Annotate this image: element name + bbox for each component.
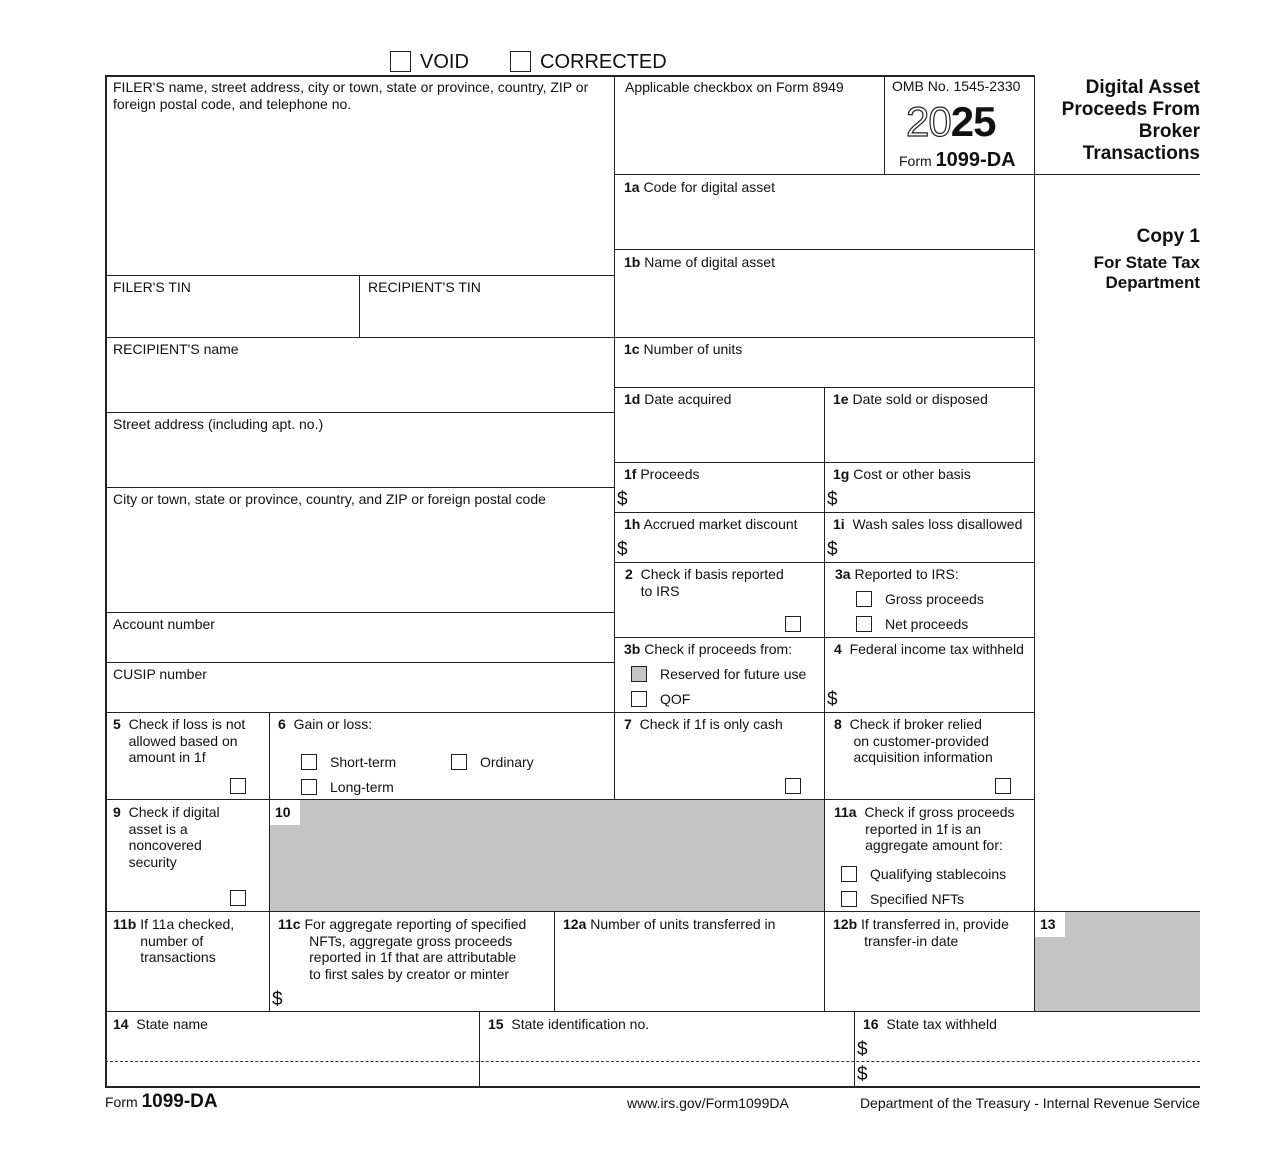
copy-label: Copy 1 xyxy=(1136,226,1200,247)
void-label: VOID xyxy=(420,51,469,73)
street-address-field[interactable] xyxy=(106,435,614,486)
box-11a-label: 11a Check if gross proceeds reported in 1f is an aggregate amount for: xyxy=(834,804,1015,853)
box-12b-label: 12b If transferred in, provide transfer-in date xyxy=(833,916,1009,949)
box-15-label: 15 State identification no. xyxy=(488,1016,650,1032)
box-1b-label: 1b Name of digital asset xyxy=(624,254,775,270)
box-1f-label: 1f Proceeds xyxy=(624,466,700,482)
box-1e-label: 1e Date sold or disposed xyxy=(833,391,988,407)
recipient-tin-field[interactable] xyxy=(360,298,614,336)
qof-checkbox[interactable] xyxy=(631,691,647,707)
box-2-checkbox[interactable] xyxy=(785,616,801,632)
box-1e-field[interactable] xyxy=(825,410,1034,461)
box-4-field[interactable] xyxy=(842,662,1034,711)
state-id-field-1[interactable] xyxy=(480,1036,854,1060)
applicable-checkbox-label: Applicable checkbox on Form 8949 xyxy=(625,79,844,95)
box-8-checkbox[interactable] xyxy=(995,778,1011,794)
long-term-checkbox[interactable] xyxy=(301,779,317,795)
cusip-number-label: CUSIP number xyxy=(113,666,207,682)
state-id-field-2[interactable] xyxy=(480,1063,854,1085)
recipient-tin-label: RECIPIENT'S TIN xyxy=(368,279,481,295)
box-1i-dollar: $ xyxy=(827,539,838,560)
box-3b-label: 3b Check if proceeds from: xyxy=(624,641,793,657)
ordinary-label: Ordinary xyxy=(480,754,534,770)
tax-year-bold: 25 xyxy=(950,98,996,145)
box-11b-field[interactable] xyxy=(106,968,269,1011)
form-title-line: Broker xyxy=(1138,121,1200,142)
footer-url[interactable]: www.irs.gov/Form1099DA xyxy=(627,1095,789,1111)
box-9-checkbox[interactable] xyxy=(230,890,246,906)
qualifying-stablecoins-checkbox[interactable] xyxy=(841,866,857,882)
void-checkbox[interactable] xyxy=(390,51,411,72)
form-number: 1099-DA xyxy=(935,149,1016,171)
box-14-label: 14 State name xyxy=(113,1016,208,1032)
long-term-label: Long-term xyxy=(330,779,394,795)
account-number-label: Account number xyxy=(113,616,215,632)
city-state-label: City or town, state or province, country, and ZIP or foreign postal code xyxy=(113,491,546,507)
box-4-label: 4 Federal income tax withheld xyxy=(834,641,1024,657)
box-1i-field[interactable] xyxy=(842,536,1034,561)
box-7-label: 7 Check if 1f is only cash xyxy=(624,716,783,732)
filer-tin-field[interactable] xyxy=(106,298,359,336)
box-16-dollar-1: $ xyxy=(857,1039,868,1060)
footer-form-id xyxy=(105,1091,218,1113)
box-1c-label: 1c Number of units xyxy=(624,341,743,357)
state-row-divider xyxy=(105,1061,1200,1062)
box-11c-label: 11c For aggregate reporting of specified NFTs, aggregate gross proceeds reported in 1f that are attributable to first sales by creator or minter xyxy=(278,916,527,982)
gross-proceeds-label: Gross proceeds xyxy=(885,591,984,607)
tax-year xyxy=(906,99,995,145)
box-1c-field[interactable] xyxy=(615,360,1034,386)
specified-nfts-label: Specified NFTs xyxy=(870,891,965,907)
box-4-dollar: $ xyxy=(827,689,838,710)
box-12a-field[interactable] xyxy=(555,936,824,1011)
box-5-label: 5 Check if loss is not allowed based on amount in 1f xyxy=(113,716,246,765)
copy-sub-line: For State Tax xyxy=(1093,253,1200,272)
net-proceeds-label: Net proceeds xyxy=(885,616,969,632)
omb-number: OMB No. 1545-2330 xyxy=(892,78,1021,94)
state-name-field-1[interactable] xyxy=(106,1036,479,1060)
short-term-checkbox[interactable] xyxy=(301,754,317,770)
footer-department: Department of the Treasury - Internal Revenue Service xyxy=(859,1095,1200,1111)
box-1h-label: 1h Accrued market discount xyxy=(624,516,798,532)
form-id-header xyxy=(899,150,1016,171)
qof-label: QOF xyxy=(660,691,691,707)
corrected-label: CORRECTED xyxy=(540,51,667,73)
form-word: Form xyxy=(899,153,932,169)
qualifying-stablecoins-label: Qualifying stablecoins xyxy=(870,866,1007,882)
footer-form-number: 1099-DA xyxy=(141,1091,218,1112)
box-1f-dollar: $ xyxy=(617,489,628,510)
box-1b-field[interactable] xyxy=(615,273,1034,336)
box-11c-field[interactable] xyxy=(287,986,554,1011)
box-10-shaded xyxy=(270,800,825,912)
box-11c-dollar: $ xyxy=(272,989,283,1010)
applicable-checkbox-field[interactable] xyxy=(615,98,883,173)
copy-sub-line: Department xyxy=(1105,273,1200,292)
box-11b-label: 11b If 11a checked, number of transactions xyxy=(113,916,235,965)
footer-form-word: Form xyxy=(105,1094,138,1110)
filer-name-label: FILER'S name, street address, city or town, state or province, country, ZIP or foreign postal code, and telephone no. xyxy=(113,79,589,112)
form-title-line: Digital Asset xyxy=(1085,77,1200,98)
box-9-label: 9 Check if digital asset is a noncovered security xyxy=(113,804,220,870)
form-title-line: Proceeds From xyxy=(1061,99,1200,120)
box-10-number: 10 xyxy=(275,804,291,820)
gross-proceeds-checkbox[interactable] xyxy=(856,591,872,607)
box-1a-field[interactable] xyxy=(615,198,1034,248)
box-3a-label: 3a Reported to IRS: xyxy=(835,566,959,582)
account-number-field[interactable] xyxy=(106,635,614,661)
box-1d-label: 1d Date acquired xyxy=(624,391,732,407)
box-1a-label: 1a Code for digital asset xyxy=(624,179,775,195)
box-12a-label: 12a Number of units transferred in xyxy=(563,916,776,932)
form-title xyxy=(1040,77,1200,165)
state-tax-field-2[interactable] xyxy=(872,1063,1200,1085)
box-2-label: 2 Check if basis reported to IRS xyxy=(625,566,784,599)
box-12b-field[interactable] xyxy=(825,952,1034,1011)
filer-tin-label: FILER'S TIN xyxy=(113,279,191,295)
ordinary-checkbox[interactable] xyxy=(451,754,467,770)
box-13-number: 13 xyxy=(1040,916,1056,932)
recipient-name-field[interactable] xyxy=(106,360,614,411)
form-title-line: Transactions xyxy=(1082,143,1200,164)
box-7-checkbox[interactable] xyxy=(785,778,801,794)
box-6-label: 6 Gain or loss: xyxy=(278,716,373,732)
recipient-name-label: RECIPIENT'S name xyxy=(113,341,239,357)
city-state-field[interactable] xyxy=(106,510,614,611)
short-term-label: Short-term xyxy=(330,754,397,770)
box-1h-field[interactable] xyxy=(632,536,824,561)
box-16-label: 16 State tax withheld xyxy=(863,1016,997,1032)
cusip-number-field[interactable] xyxy=(106,685,614,711)
corrected-checkbox[interactable] xyxy=(510,51,531,72)
copy-sub xyxy=(1040,253,1200,293)
box-1g-field[interactable] xyxy=(842,486,1034,511)
box-1g-label: 1g Cost or other basis xyxy=(833,466,971,482)
box-1h-dollar: $ xyxy=(617,539,628,560)
net-proceeds-checkbox[interactable] xyxy=(856,616,872,632)
box-1g-dollar: $ xyxy=(827,489,838,510)
tax-year-light: 20 xyxy=(906,98,951,145)
street-address-label: Street address (including apt. no.) xyxy=(113,416,324,432)
reserved-label: Reserved for future use xyxy=(660,666,807,682)
box-1f-field[interactable] xyxy=(632,486,824,511)
reserved-checkbox xyxy=(631,666,647,682)
box-1i-label: 1i Wash sales loss disallowed xyxy=(833,516,1023,532)
filer-name-field[interactable] xyxy=(106,115,614,274)
box-1d-field[interactable] xyxy=(615,410,824,461)
specified-nfts-checkbox[interactable] xyxy=(841,891,857,907)
state-name-field-2[interactable] xyxy=(106,1063,479,1085)
state-tax-field-1[interactable] xyxy=(872,1036,1200,1060)
box-8-label: 8 Check if broker relied on customer-provided acquisition information xyxy=(834,716,993,765)
box-5-checkbox[interactable] xyxy=(230,778,246,794)
box-16-dollar-2: $ xyxy=(857,1064,868,1085)
